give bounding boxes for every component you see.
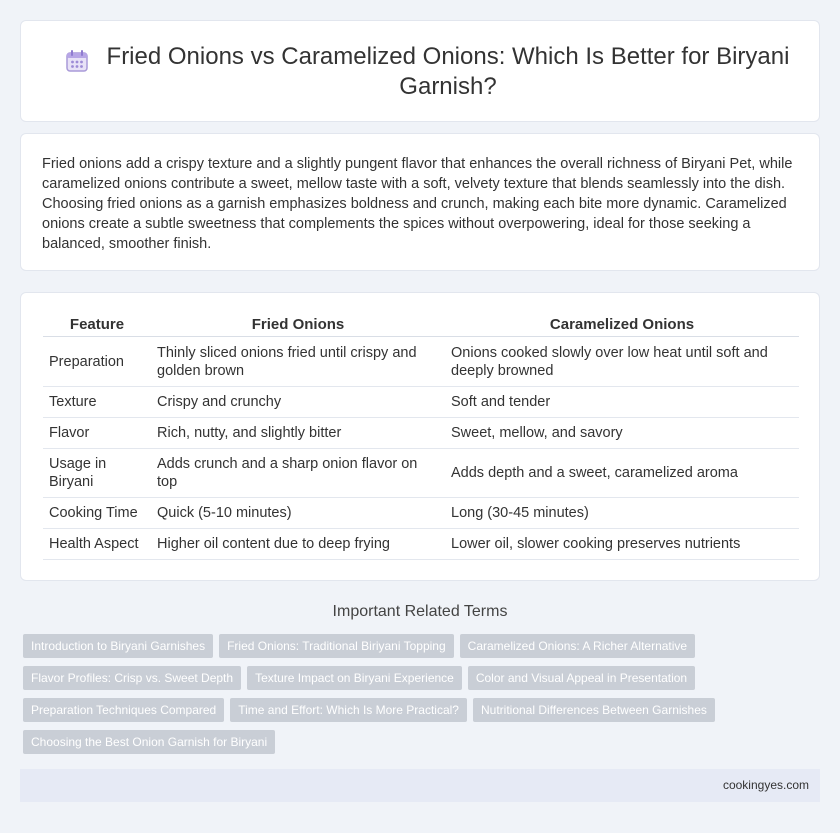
related-term-tag[interactable]: Choosing the Best Onion Garnish for Biryani bbox=[23, 730, 275, 754]
table-row bbox=[43, 498, 799, 529]
page-title: Fried Onions vs Caramelized Onions: Which Is Better for Biryani Garnish? bbox=[106, 43, 790, 100]
table-cell: Flavor bbox=[43, 418, 151, 449]
related-term-tag[interactable]: Flavor Profiles: Crisp vs. Sweet Depth bbox=[23, 666, 241, 690]
table-cell: Health Aspect bbox=[43, 529, 151, 560]
table-cell: Preparation bbox=[43, 337, 151, 387]
related-term-tag[interactable]: Color and Visual Appeal in Presentation bbox=[468, 666, 695, 690]
calendar-icon bbox=[63, 47, 91, 75]
related-term-tag[interactable]: Texture Impact on Biryani Experience bbox=[247, 666, 462, 690]
table-cell: Rich, nutty, and slightly bitter bbox=[151, 418, 445, 449]
title-card bbox=[20, 20, 820, 122]
header-caramelized-onions: Caramelized Onions bbox=[445, 313, 799, 337]
footer-bar bbox=[20, 769, 820, 802]
table-cell: Usage in Biryani bbox=[43, 449, 151, 498]
table-cell: Cooking Time bbox=[43, 498, 151, 529]
table-row bbox=[43, 387, 799, 418]
table-row bbox=[43, 418, 799, 449]
related-term-tag[interactable]: Introduction to Biryani Garnishes bbox=[23, 634, 213, 658]
table-row bbox=[43, 449, 799, 498]
table-cell: Higher oil content due to deep frying bbox=[151, 529, 445, 560]
related-term-tag[interactable]: Caramelized Onions: A Richer Alternative bbox=[460, 634, 695, 658]
table-cell: Adds depth and a sweet, caramelized aroma bbox=[445, 449, 799, 498]
table-cell: Soft and tender bbox=[445, 387, 799, 418]
table-cell: Thinly sliced onions fried until crispy and golden brown bbox=[151, 337, 445, 387]
intro-paragraph: Fried onions add a crispy texture and a slightly pungent flavor that enhances the overall richness of Biryani Pet, while caramelized onions contribute a sweet, mellow taste with a soft, velvety texture that blends seamlessly into the dish. Choosing fried onions as a garnish emphasizes boldness and crunch, making each bite more dynamic. Caramelized onions create a subtle sweetness that complements the spices without overpowering, ideal for those seeking a balanced, smoother finish. bbox=[42, 156, 793, 252]
related-term-tag[interactable]: Time and Effort: Which Is More Practical? bbox=[230, 698, 467, 722]
table-cell: Crispy and crunchy bbox=[151, 387, 445, 418]
related-term-tag[interactable]: Nutritional Differences Between Garnishes bbox=[473, 698, 715, 722]
table-cell: Onions cooked slowly over low heat until soft and deeply browned bbox=[445, 337, 799, 387]
tag-row bbox=[23, 698, 823, 730]
comparison-table bbox=[43, 313, 799, 560]
comparison-card bbox=[20, 292, 820, 581]
table-cell: Lower oil, slower cooking preserves nutrients bbox=[445, 529, 799, 560]
related-terms-heading: Important Related Terms bbox=[332, 603, 508, 620]
tag-row bbox=[23, 634, 823, 666]
related-terms-tags bbox=[23, 634, 823, 762]
header-fried-onions: Fried Onions bbox=[151, 313, 445, 337]
table-cell: Texture bbox=[43, 387, 151, 418]
table-cell: Sweet, mellow, and savory bbox=[445, 418, 799, 449]
footer-site-link[interactable]: cookingyes.com bbox=[722, 778, 809, 792]
related-term-tag[interactable]: Preparation Techniques Compared bbox=[23, 698, 224, 722]
table-row bbox=[43, 337, 799, 387]
intro-card bbox=[20, 133, 820, 271]
table-header-row bbox=[43, 313, 799, 337]
tag-row bbox=[23, 666, 823, 698]
table-cell: Long (30-45 minutes) bbox=[445, 498, 799, 529]
table-cell: Adds crunch and a sharp onion flavor on top bbox=[151, 449, 445, 498]
related-term-tag[interactable]: Fried Onions: Traditional Biriyani Topping bbox=[219, 634, 454, 658]
table-cell: Quick (5-10 minutes) bbox=[151, 498, 445, 529]
tag-row bbox=[23, 730, 823, 762]
table-row bbox=[43, 529, 799, 560]
header-feature: Feature bbox=[43, 313, 151, 337]
